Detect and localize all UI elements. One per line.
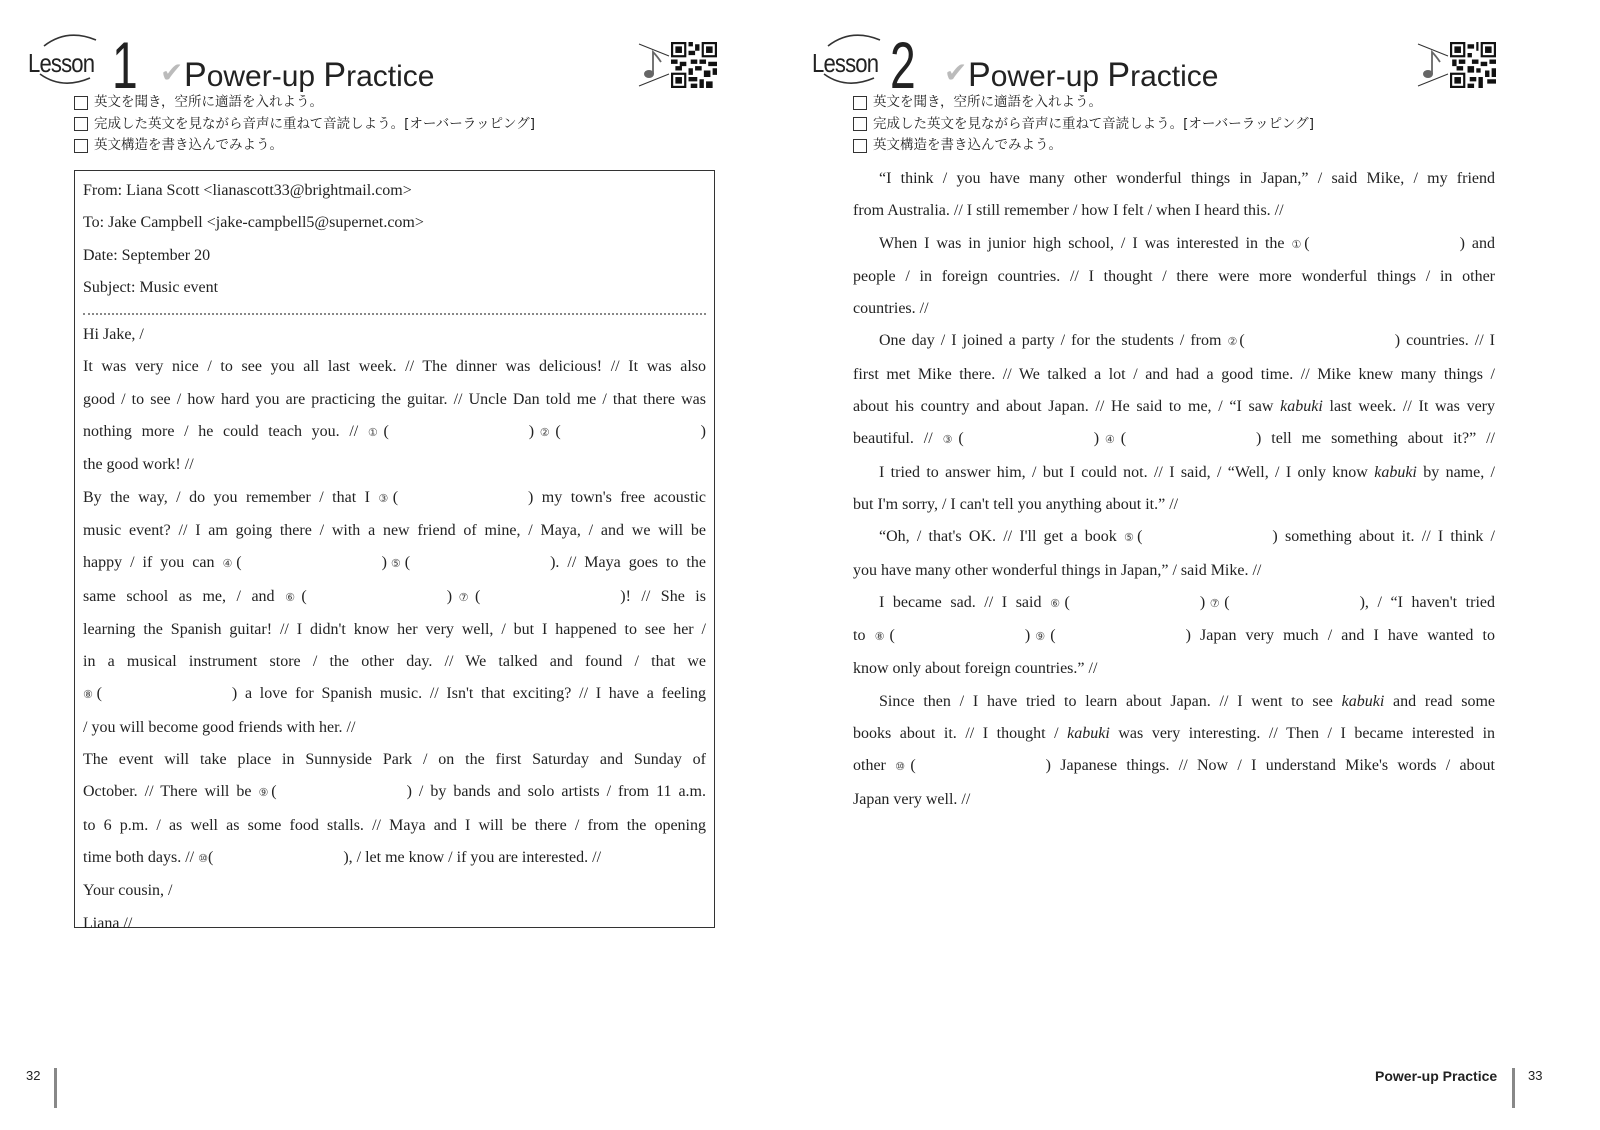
email-line bbox=[83, 678, 706, 711]
text: ), / let me know / if you are interested. // bbox=[343, 848, 602, 866]
title-p1: P bbox=[184, 56, 207, 94]
task-label: 英文を聞き，空所に適語を入れよう。 bbox=[94, 94, 323, 110]
section-title bbox=[968, 56, 1218, 95]
page-divider bbox=[54, 1068, 57, 1108]
task-item[interactable] bbox=[74, 92, 535, 114]
story-line bbox=[853, 784, 1495, 816]
story-line bbox=[853, 391, 1495, 423]
text: ) countries. // I bbox=[1394, 332, 1495, 350]
story-line bbox=[853, 293, 1495, 325]
text: October. // There will be bbox=[83, 783, 259, 801]
text: know only about foreign countries.” // bbox=[853, 660, 1098, 678]
email-line bbox=[83, 482, 706, 515]
story-line bbox=[853, 261, 1495, 293]
section-title bbox=[184, 56, 434, 95]
open-paren: ( bbox=[96, 685, 102, 703]
text: ) bbox=[446, 587, 453, 605]
text: ) Japanese things. // Now / I understand Mike's words / about bbox=[1045, 757, 1495, 775]
text: ) bbox=[700, 423, 706, 441]
open-paren: ( bbox=[236, 554, 242, 572]
text: When I was in junior high school, / I was interested in the bbox=[879, 234, 1292, 252]
story-line bbox=[853, 489, 1495, 521]
blank-number: ③ bbox=[378, 491, 393, 505]
story-line bbox=[853, 195, 1495, 227]
text: countries. // bbox=[853, 300, 929, 318]
text: beautiful. // bbox=[853, 430, 943, 448]
story-line bbox=[853, 325, 1495, 358]
email-box bbox=[74, 170, 715, 932]
open-paren: ( bbox=[1050, 627, 1056, 645]
blank-number: ⑧ bbox=[874, 630, 890, 644]
text: you have many other wonderful things in Japan,” / said Mike. // bbox=[853, 561, 1262, 579]
text: music event? // I am going there / with a new friend of mine, / Maya, / and we will be bbox=[83, 521, 706, 539]
title-p2: P bbox=[1107, 56, 1131, 94]
email-line bbox=[83, 581, 706, 614]
music-note-icon bbox=[637, 40, 673, 90]
title-mid: ower-up bbox=[990, 60, 1108, 93]
story-text bbox=[853, 163, 1495, 816]
text: “Oh, / that's OK. // I'll get a book bbox=[879, 528, 1124, 546]
blank-number: ⑤ bbox=[386, 557, 405, 571]
checkbox[interactable] bbox=[74, 139, 88, 153]
text: I became sad. // I said bbox=[879, 593, 1051, 611]
story-line bbox=[853, 620, 1495, 653]
text: was very interesting. // Then / I became interested in bbox=[1109, 725, 1496, 743]
text: the good work! // bbox=[83, 456, 194, 474]
text: ) my town's free acoustic bbox=[528, 488, 706, 506]
blank-number: ③ bbox=[942, 433, 959, 447]
email-line bbox=[83, 744, 706, 776]
text: Liana // bbox=[83, 914, 133, 932]
task-label: 英文を聞き，空所に適語を入れよう。 bbox=[873, 94, 1102, 110]
text: last week. // It was very bbox=[1322, 398, 1495, 416]
checkbox[interactable] bbox=[74, 117, 88, 131]
open-paren: ( bbox=[383, 423, 389, 441]
open-paren: ( bbox=[301, 587, 307, 605]
open-paren: ( bbox=[1239, 332, 1245, 350]
text: ) Japan very much / and I have wanted to bbox=[1185, 627, 1495, 645]
music-note-icon bbox=[1416, 40, 1452, 90]
close-paren: ) bbox=[1199, 593, 1206, 611]
text: The event will take place in Sunnyside Park / on the first Saturday and Sunday of bbox=[83, 751, 706, 769]
story-line bbox=[853, 750, 1495, 783]
task-item[interactable] bbox=[853, 92, 1314, 114]
blank-number: ⑥ bbox=[1050, 596, 1065, 610]
close-paren: ) bbox=[1024, 627, 1031, 645]
blank-number: ① bbox=[1291, 237, 1305, 251]
text: Since then / I have tried to learn about Japan. // I went to see bbox=[879, 692, 1342, 710]
text: to bbox=[853, 627, 875, 645]
email-line bbox=[83, 842, 706, 875]
text: books about it. // I thought / bbox=[853, 725, 1068, 743]
task-checklist bbox=[74, 92, 535, 157]
story-line bbox=[853, 555, 1495, 587]
open-paren: ( bbox=[1120, 430, 1127, 448]
checkbox[interactable] bbox=[853, 96, 867, 110]
lesson-label: Lesson bbox=[28, 48, 95, 78]
check-icon: ✔ bbox=[944, 56, 968, 89]
text: time both days. // bbox=[83, 848, 199, 866]
text: ) and bbox=[1459, 234, 1495, 252]
open-paren: ( bbox=[271, 783, 277, 801]
italic-word: kabuki bbox=[1067, 725, 1110, 743]
story-line bbox=[853, 686, 1495, 718]
open-paren: ( bbox=[958, 430, 964, 448]
text: learning the Spanish guitar! // I didn't know her very well, / but I happened to see her / bbox=[83, 620, 706, 638]
story-line bbox=[853, 457, 1495, 489]
task-label: 完成した英文を見ながら音声に重ねて音読しよう。[オーバーラッピング] bbox=[94, 115, 535, 132]
text: By the way, / do you remember / that I bbox=[83, 488, 379, 506]
right-page bbox=[800, 0, 1600, 1130]
blank-number: ⑤ bbox=[1124, 531, 1138, 545]
text: to 6 p.m. / as well as some food stalls. // Maya and I will be there / from the opening bbox=[83, 816, 706, 834]
text: but I'm sorry, / I can't tell you anything about it.” // bbox=[853, 495, 1179, 513]
story-line bbox=[853, 653, 1495, 685]
open-paren: ( bbox=[910, 757, 916, 775]
blank-number: ⑦ bbox=[452, 590, 475, 604]
open-paren: ( bbox=[404, 554, 411, 572]
blank-number: ⑩ bbox=[895, 760, 911, 774]
email-line bbox=[83, 384, 706, 416]
email-line bbox=[83, 614, 706, 646]
story-line bbox=[853, 228, 1495, 261]
title-mid: ower-up bbox=[206, 60, 324, 93]
italic-word: kabuki bbox=[1280, 398, 1323, 416]
blank-number: ① bbox=[367, 426, 384, 440]
task-label: 英文構造を書き込んでみよう。 bbox=[94, 137, 283, 153]
blank-number: ⑨ bbox=[1030, 630, 1051, 644]
open-paren: ( bbox=[1304, 234, 1310, 252]
email-greeting: Hi Jake, / bbox=[83, 326, 144, 344]
task-item[interactable] bbox=[74, 114, 535, 136]
checkbox[interactable] bbox=[853, 139, 867, 153]
text: nothing more / he could teach you. // bbox=[83, 423, 368, 441]
lesson-number: 2 bbox=[890, 28, 916, 102]
email-date: Date: September 20 bbox=[83, 246, 211, 264]
text: ) tell me something about it?” // bbox=[1256, 430, 1495, 448]
qr-code-icon[interactable] bbox=[671, 42, 717, 88]
blank-number: ④ bbox=[222, 557, 237, 571]
text: good / to see / how hard you are practicing the guitar. // Uncle Dan told me / that there was bbox=[83, 390, 706, 408]
email-line bbox=[83, 515, 706, 547]
email-line bbox=[83, 712, 706, 744]
text: ), / “I haven't tried bbox=[1359, 593, 1495, 611]
open-paren: ( bbox=[555, 423, 561, 441]
text: ) a love for Spanish music. // Isn't that exciting? // I have a feeling bbox=[231, 685, 706, 703]
email-subject: Subject: Music event bbox=[83, 278, 219, 296]
task-label: 英文構造を書き込んでみよう。 bbox=[873, 137, 1062, 153]
open-paren: ( bbox=[889, 627, 895, 645]
blank-number: ② bbox=[1227, 335, 1240, 349]
text: first met Mike there. // We talked a lot / and had a good time. // Mike knew many things / bbox=[853, 365, 1495, 383]
audio-qr[interactable] bbox=[1416, 40, 1496, 90]
page-number: 33 bbox=[1528, 1068, 1543, 1083]
story-line bbox=[853, 359, 1495, 391]
text: other bbox=[853, 757, 896, 775]
check-icon: ✔ bbox=[160, 56, 184, 89]
text: people / in foreign countries. // I thought / there were more wonderful things / in other bbox=[853, 267, 1495, 285]
italic-word: kabuki bbox=[1341, 692, 1385, 710]
task-item[interactable] bbox=[853, 135, 1314, 157]
lesson-label: Lesson bbox=[812, 48, 879, 78]
text: by name, / bbox=[1416, 463, 1496, 481]
email-line bbox=[83, 908, 706, 940]
open-paren: ( bbox=[392, 488, 399, 506]
title-p2: P bbox=[323, 56, 347, 94]
checkbox[interactable] bbox=[74, 96, 88, 110]
task-checklist bbox=[853, 92, 1314, 157]
footer-title: Power-up Practice bbox=[1375, 1068, 1498, 1084]
story-line bbox=[853, 587, 1495, 620]
email-line bbox=[83, 351, 706, 383]
checkbox[interactable] bbox=[853, 117, 867, 131]
email-line bbox=[83, 416, 706, 449]
story-line bbox=[853, 163, 1495, 195]
text: Your cousin, / bbox=[83, 882, 173, 900]
title-end: ractice bbox=[1130, 60, 1219, 93]
audio-qr[interactable] bbox=[637, 40, 717, 90]
story-line bbox=[853, 718, 1495, 750]
text: ). // Maya goes to the bbox=[550, 554, 706, 572]
text: It was very nice / to see you all last week. // The dinner was delicious! // It was also bbox=[83, 358, 706, 376]
text: ) bbox=[381, 554, 387, 572]
italic-word: kabuki bbox=[1374, 463, 1417, 481]
blank-number: ② bbox=[534, 426, 556, 440]
email-line bbox=[83, 875, 706, 907]
email-line bbox=[83, 449, 706, 481]
lesson-number: 1 bbox=[112, 28, 138, 102]
email-line bbox=[83, 646, 706, 678]
blank-number: ⑥ bbox=[285, 590, 302, 604]
title-end: ractice bbox=[346, 60, 435, 93]
blank-number: ⑩ bbox=[198, 851, 208, 865]
task-item[interactable] bbox=[74, 135, 535, 157]
email-line bbox=[83, 810, 706, 842]
text: and read some bbox=[1384, 692, 1496, 710]
open-paren: ( bbox=[1224, 593, 1230, 611]
text: One day / I joined a party / for the students / from bbox=[879, 332, 1228, 350]
email-to: To: Jake Campbell <jake-campbell5@supernet.com> bbox=[83, 214, 424, 232]
text: “I think / you have many other wonderful things in Japan,” / said Mike, / my friend bbox=[879, 170, 1495, 187]
email-from: From: Liana Scott <lianascott33@brightmail.com> bbox=[83, 182, 412, 199]
text: happy / if you can bbox=[83, 554, 223, 572]
text: I tried to answer him, / but I could not. // I said, / “Well, / I only know bbox=[879, 463, 1375, 481]
text: ) something about it. // I think / bbox=[1272, 528, 1495, 546]
task-item[interactable] bbox=[853, 114, 1314, 136]
blank-number: ⑦ bbox=[1205, 596, 1225, 610]
text: / you will become good friends with her. // bbox=[83, 718, 356, 736]
task-label: 完成した英文を見ながら音声に重ねて音読しよう。[オーバーラッピング] bbox=[873, 115, 1314, 132]
close-paren: ) bbox=[1093, 430, 1100, 448]
blank-number: ⑨ bbox=[258, 786, 272, 800]
dotted-divider bbox=[83, 313, 706, 315]
open-paren: ( bbox=[1137, 528, 1143, 546]
title-p1: P bbox=[968, 56, 991, 94]
story-line bbox=[853, 521, 1495, 554]
open-paren: ( bbox=[207, 848, 214, 866]
text: ) / by bands and solo artists / from 11 a.m. bbox=[406, 783, 707, 801]
text: Japan very well. // bbox=[853, 790, 971, 808]
page-divider bbox=[1512, 1068, 1515, 1108]
story-line bbox=[853, 423, 1495, 456]
email-body bbox=[83, 351, 706, 939]
email-line bbox=[83, 547, 706, 580]
text: )! // She is bbox=[620, 587, 706, 605]
email-line bbox=[83, 776, 706, 809]
text: from Australia. // I still remember / how I felt / when I heard this. // bbox=[853, 202, 1284, 220]
text: about his country and about Japan. // He said to me, / “I saw bbox=[853, 398, 1281, 416]
open-paren: ( bbox=[1064, 593, 1070, 611]
page-number: 32 bbox=[26, 1068, 41, 1083]
open-paren: ( bbox=[474, 587, 481, 605]
text: ) bbox=[528, 423, 535, 441]
blank-number: ⑧ bbox=[83, 688, 97, 702]
text: in a musical instrument store / the other day. // We talked and found / that we bbox=[83, 653, 706, 671]
qr-code-icon[interactable] bbox=[1450, 42, 1496, 88]
blank-number: ④ bbox=[1099, 433, 1121, 447]
text: same school as me, / and bbox=[83, 587, 286, 605]
